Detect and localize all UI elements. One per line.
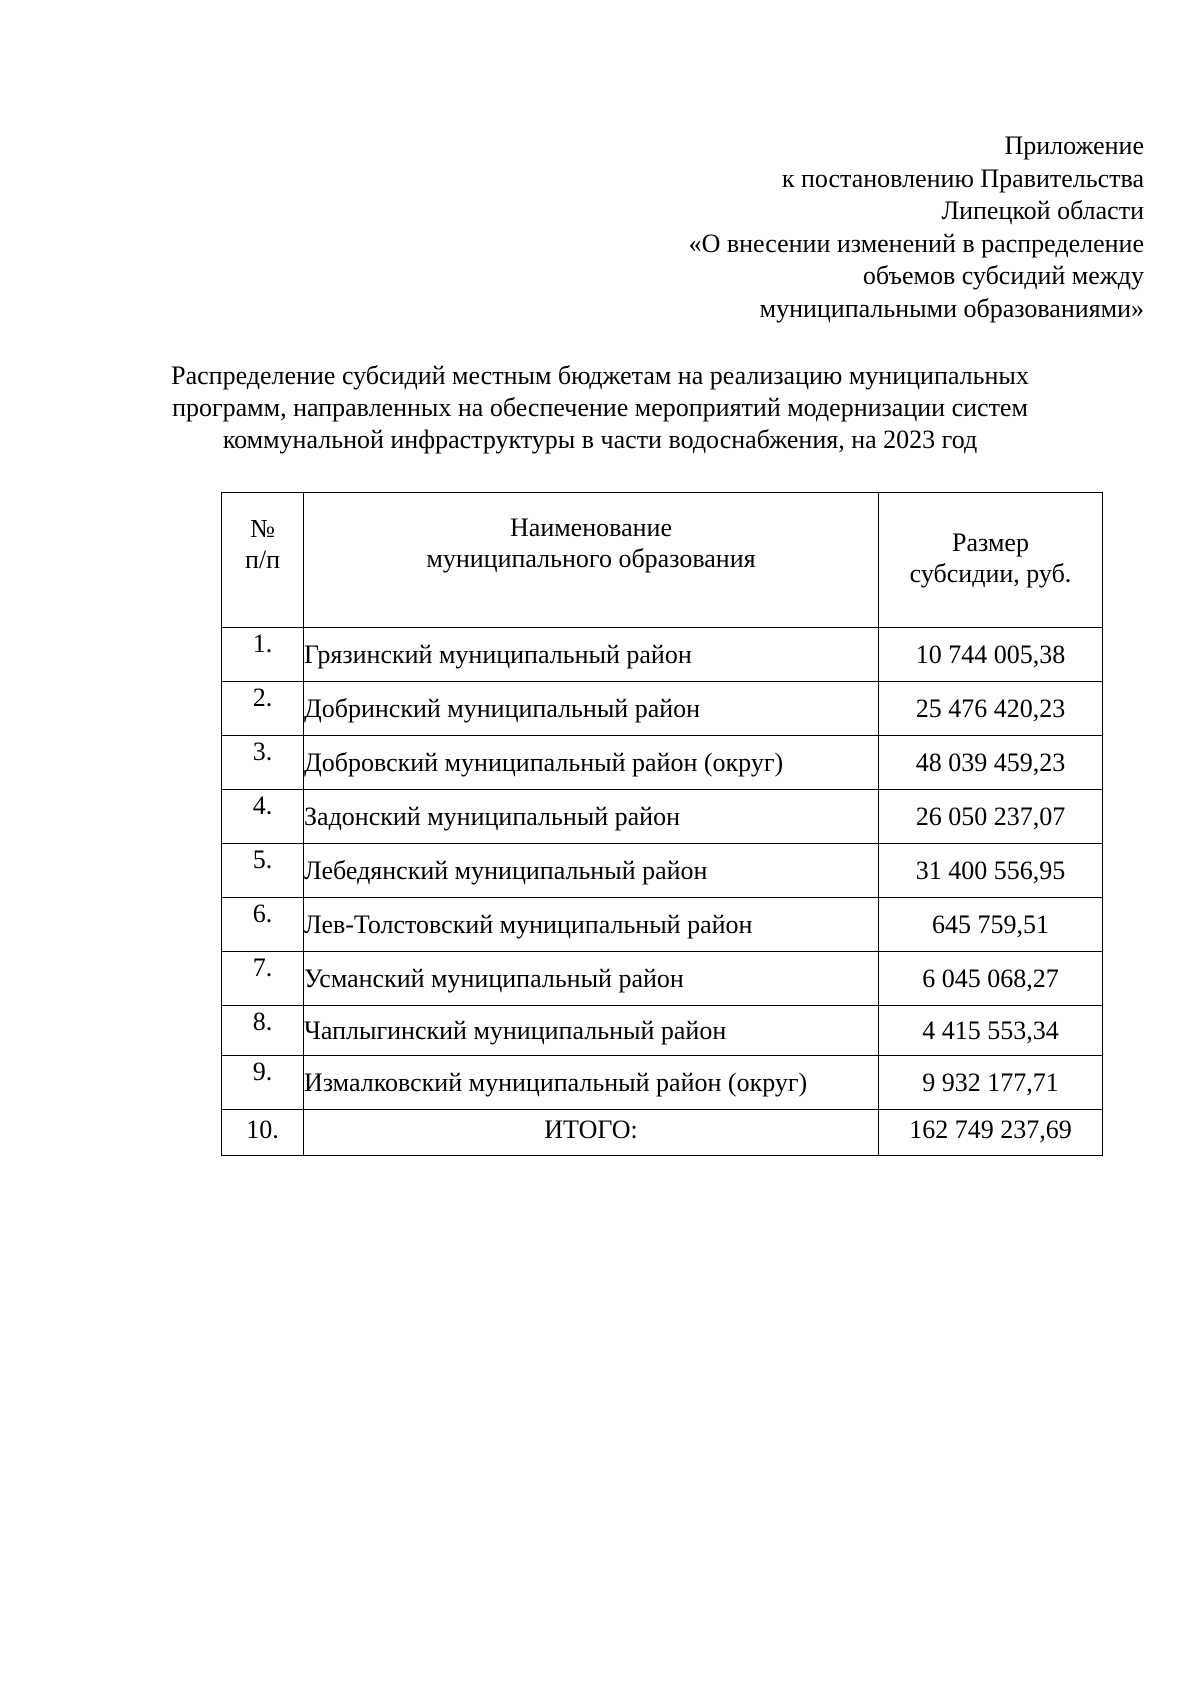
table-total-row: [222, 1110, 1103, 1156]
header-name-line: муниципального образования: [426, 544, 756, 573]
row-number: 8.: [222, 1006, 304, 1056]
table-row: [222, 736, 1103, 790]
row-subsidy-value: 645 759,51: [879, 898, 1103, 952]
total-number: 10.: [222, 1110, 304, 1156]
title-line: коммунальной инфраструктуры в части водоснабжения, на 2023 год: [222, 425, 978, 454]
header-value-line: Размер: [952, 528, 1029, 557]
table-row: [222, 790, 1103, 844]
row-subsidy-value: 26 050 237,07: [879, 790, 1103, 844]
subsidy-table: [221, 492, 1103, 1156]
row-number: 9.: [222, 1056, 304, 1110]
appendix-line: Липецкой области: [941, 196, 1144, 225]
table-row: [222, 952, 1103, 1006]
appendix-line: к постановлению Правительства: [781, 163, 1144, 193]
table-row: [222, 1006, 1103, 1056]
title-line: Распределение субсидий местным бюджетам на реализацию муниципальных: [171, 361, 1029, 390]
table-row: [222, 844, 1103, 898]
row-municipality: Добровский муниципальный район (округ): [304, 736, 879, 790]
row-subsidy-value: 10 744 005,38: [879, 628, 1103, 682]
header-value: [879, 493, 1103, 628]
header-number: [222, 493, 304, 628]
header-number-line: №: [250, 514, 275, 543]
header-number-line: п/п: [244, 545, 281, 574]
row-subsidy-value: 9 932 177,71: [879, 1056, 1103, 1110]
document-title: [150, 360, 1050, 456]
row-municipality: Измалковский муниципальный район (округ): [304, 1056, 879, 1110]
row-municipality: Лев-Толстовский муниципальный район: [304, 898, 879, 952]
row-number: 1.: [222, 628, 304, 682]
row-subsidy-value: 4 415 553,34: [879, 1006, 1103, 1056]
row-number: 7.: [222, 952, 304, 1006]
row-subsidy-value: 48 039 459,23: [879, 736, 1103, 790]
header-name: [304, 493, 879, 628]
row-municipality: Добринский муниципальный район: [304, 682, 879, 736]
row-subsidy-value: 25 476 420,23: [879, 682, 1103, 736]
table-header-row: [222, 493, 1103, 628]
header-value-line: субсидии, руб.: [909, 559, 1072, 588]
appendix-line: объемов субсидий между: [862, 261, 1144, 290]
row-number: 4.: [222, 790, 304, 844]
row-number: 2.: [222, 682, 304, 736]
row-subsidy-value: 31 400 556,95: [879, 844, 1103, 898]
table-row: [222, 628, 1103, 682]
table-row: [222, 682, 1103, 736]
appendix-line: муниципальными образованиями»: [759, 293, 1144, 323]
title-line: программ, направленных на обеспечение мероприятий модернизации систем: [172, 393, 1028, 422]
row-municipality: Грязинский муниципальный район: [304, 628, 879, 682]
row-municipality: Лебедянский муниципальный район: [304, 844, 879, 898]
header-name-line: Наименование: [510, 513, 672, 542]
row-municipality: Усманский муниципальный район: [304, 952, 879, 1006]
row-number: 3.: [222, 736, 304, 790]
row-municipality: Задонский муниципальный район: [304, 790, 879, 844]
row-number: 5.: [222, 844, 304, 898]
table-row: [222, 898, 1103, 952]
appendix-line: Приложение: [1004, 131, 1144, 160]
appendix-header: [689, 130, 1144, 325]
table-row: [222, 1056, 1103, 1110]
total-label: ИТОГО:: [304, 1110, 879, 1156]
row-municipality: Чаплыгинский муниципальный район: [304, 1006, 879, 1056]
total-value: 162 749 237,69: [879, 1110, 1103, 1156]
appendix-line: «О внесении изменений в распределение: [688, 228, 1144, 258]
row-number: 6.: [222, 898, 304, 952]
row-subsidy-value: 6 045 068,27: [879, 952, 1103, 1006]
